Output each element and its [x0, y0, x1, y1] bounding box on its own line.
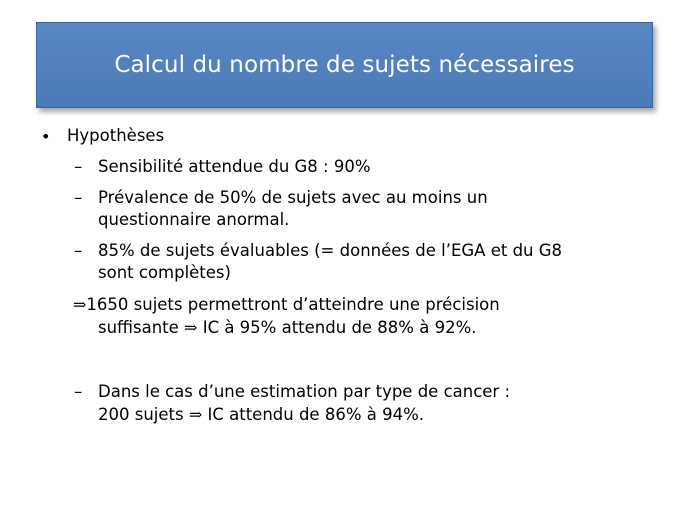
conclusion-text-2a: suffisante: [98, 318, 179, 337]
item-prevalence-line2: questionnaire anormal.: [98, 210, 290, 229]
slide-title: Calcul du nombre de sujets nécessaires: [114, 52, 575, 78]
bullet-icon: •: [41, 127, 51, 146]
implies-arrow-icon: ⇒: [73, 295, 87, 314]
dash-icon: –: [74, 241, 83, 260]
cancer-text-2b: IC attendu de 86% à 94%.: [202, 405, 425, 424]
cancer-text-2a: 200 sujets: [98, 405, 184, 424]
item-evaluables-line2: sont complètes): [98, 263, 231, 282]
cancer-line2: [98, 405, 424, 425]
conclusion-text-2b: IC à 95% attendu de 88% à 92%.: [197, 318, 477, 337]
item-sensibilite: Sensibilité attendue du G8 : 90%: [98, 157, 371, 176]
conclusion-text-1: 1650 sujets permettront d’atteindre une précision: [86, 295, 500, 314]
conclusion-line1: [73, 295, 500, 315]
dash-icon: –: [74, 188, 83, 207]
implies-arrow-icon: ⇒: [184, 318, 198, 337]
item-evaluables-line1: 85% de sujets évaluables (= données de l’EGA et du G8: [98, 241, 563, 260]
heading-hypotheses: Hypothèses: [67, 126, 165, 145]
dash-icon: –: [74, 382, 83, 401]
cancer-line1: Dans le cas d’une estimation par type de cancer :: [98, 382, 511, 401]
conclusion-line2: [98, 318, 477, 338]
dash-icon: –: [74, 157, 83, 176]
item-prevalence-line1: Prévalence de 50% de sujets avec au moins un: [98, 188, 488, 207]
implies-arrow-icon: ⇒: [188, 405, 203, 424]
